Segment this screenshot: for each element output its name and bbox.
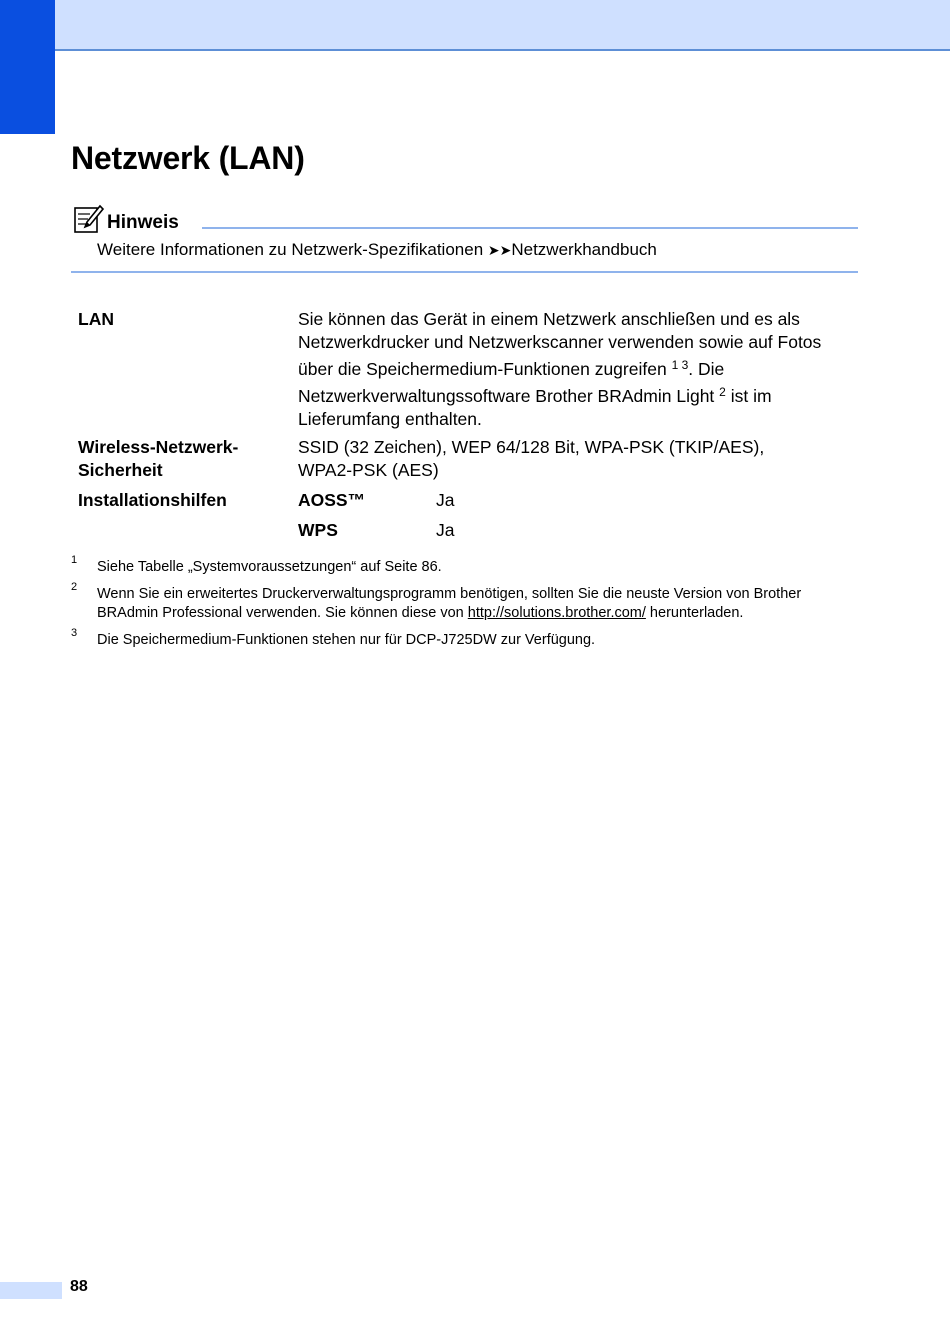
lan-line-5: Lieferumfang enthalten. — [298, 409, 482, 429]
lan-line-3 — [298, 358, 858, 381]
note-divider-bottom — [71, 271, 858, 273]
footnote-text: Die Speichermedium-Funktionen stehen nur für DCP-J725DW zur Verfügung. — [97, 632, 596, 648]
wireless-value-line-2: WPA2-PSK (AES) — [298, 460, 439, 480]
wireless-label-line-1: Wireless-Netzwerk- — [78, 437, 239, 457]
page-number-band — [0, 1282, 62, 1299]
double-arrow-icon: ➤➤ — [487, 242, 512, 258]
lan-line-2: Netzwerkdrucker und Netzwerkscanner verwenden sowie auf Fotos — [298, 332, 822, 352]
lan-line-4 — [298, 385, 858, 408]
page-title: Netzwerk (LAN) — [71, 140, 305, 176]
footnote-number: 2 — [71, 581, 78, 593]
note-text-after: Netzwerkhandbuch — [511, 240, 657, 259]
footnote-ref-2: 2 — [719, 385, 726, 399]
lan-line-1: Sie können das Gerät in einem Netzwerk anschließen und es als — [298, 309, 800, 329]
wireless-value-line-1: SSID (32 Zeichen), WEP 64/128 Bit, WPA-PSK (TKIP/AES), — [298, 437, 765, 457]
footnote-2-line-2-before: BRAdmin Professional verwenden. Sie können diese von — [97, 605, 468, 621]
lan-line-4-text: Netzwerkverwaltungssoftware Brother BRAdmin Light — [298, 386, 715, 406]
footnote-2-line-1: Wenn Sie ein erweitertes Druckerverwaltungsprogramm benötigen, sollten Sie die neuste Version von Brother — [97, 586, 802, 602]
install-item-aoss-name: AOSS™ — [298, 490, 366, 510]
lan-line-3-text: über die Speichermedium-Funktionen zugreifen — [298, 359, 667, 379]
spec-value-lan — [298, 308, 858, 431]
page-number: 88 — [70, 1278, 88, 1295]
note-pencil-icon — [73, 203, 105, 235]
install-item-wps-value: Ja — [436, 520, 455, 540]
footnote-2-line-2 — [97, 604, 837, 623]
solutions-link[interactable]: http://solutions.brother.com/ — [467, 605, 646, 621]
lan-line-3-after: . Die — [688, 359, 725, 379]
wireless-label-line-2: Sicherheit — [78, 460, 163, 480]
spec-label-install: Installationshilfen — [78, 490, 227, 510]
footnote-2-line-2-after: herunterladen. — [645, 605, 744, 621]
spec-value-wireless — [298, 436, 858, 482]
footnote-ref-1-3: 1 3 — [671, 358, 689, 372]
header-band — [0, 0, 950, 51]
lan-line-4-after: ist im — [725, 386, 772, 406]
footnote-number: 1 — [71, 554, 78, 566]
note-text — [97, 240, 657, 260]
note-text-before: Weitere Informationen zu Netzwerk-Spezifikationen — [97, 240, 488, 259]
install-item-wps-name: WPS — [298, 520, 338, 540]
install-item-aoss-value: Ja — [436, 490, 455, 510]
note-label: Hinweis — [107, 212, 179, 233]
chapter-tab — [0, 0, 55, 134]
spec-label-wireless — [78, 436, 238, 482]
footnote-number: 3 — [71, 627, 78, 639]
footnote-text — [97, 585, 837, 623]
note-divider-top — [202, 227, 858, 229]
note-box — [71, 203, 858, 275]
spec-label-lan: LAN — [78, 309, 114, 329]
footnote-text: Siehe Tabelle „Systemvoraussetzungen“ auf Seite 86. — [97, 559, 442, 575]
